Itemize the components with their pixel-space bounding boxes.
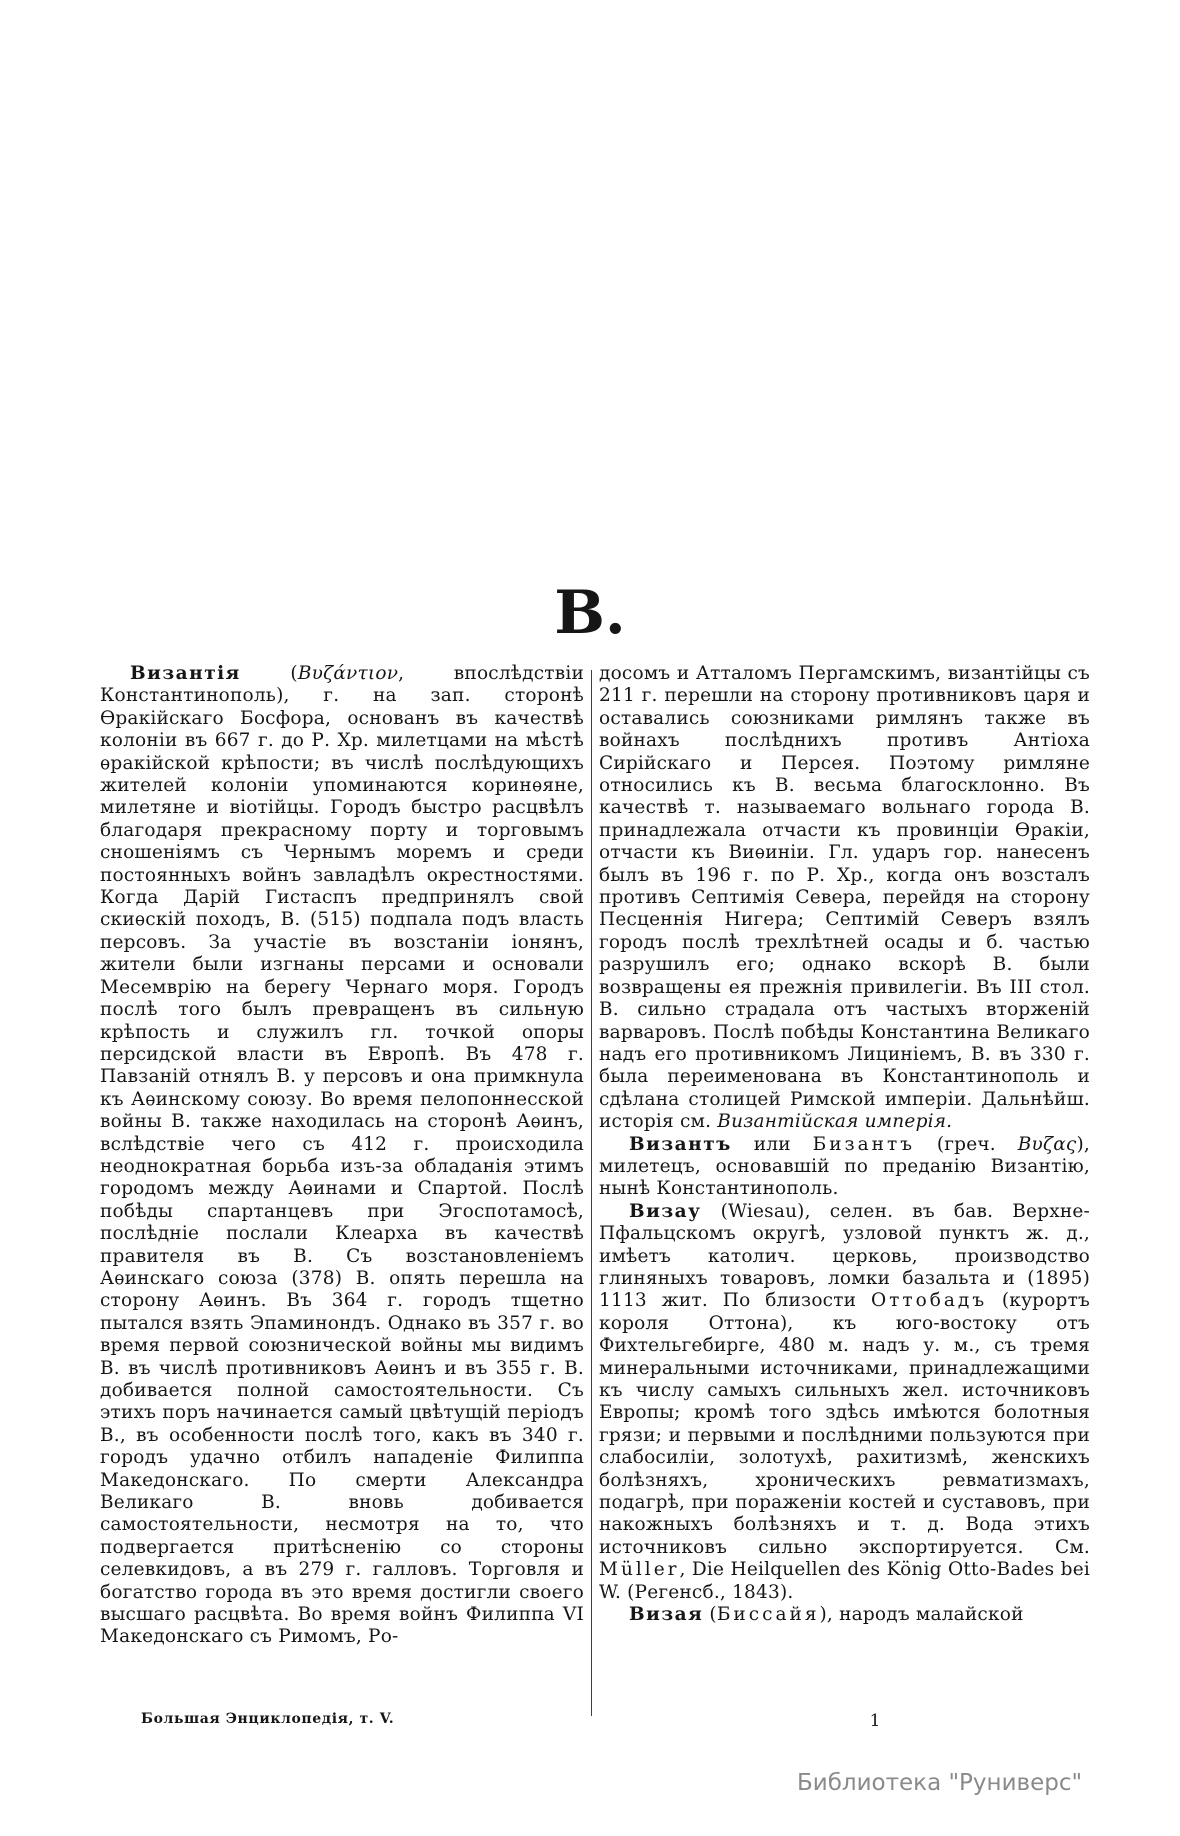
column-left bbox=[100, 663, 584, 1715]
entry-text: , впослѣдствіи Константинополь), г. на зап. сторонѣ Ѳракійскаго Босфора, основанъ въ качествѣ колоніи въ 667 г. до Р. Хр. милетцами на мѣстѣ ѳракійской крѣпости; въ числѣ послѣдующихъ жителей колоніи упоминаются коринѳяне, милетяне и віотійцы. Городъ быстро расцвѣлъ благодаря прекрасному порту и торговымъ сношеніямъ съ Чернымъ моремъ и среди постоянныхъ войнъ завладѣлъ окрестностями. Когда Дарій Гистаспъ предпринялъ свой скиѳскій походъ, В. (515) подпала подъ власть персовъ. За участіе въ возстаніи іонянъ, жители были изгнаны персами и основали Месемврію на берегу Чернаго моря. Городъ послѣ того былъ превращенъ въ сильную крѣпость и служилъ гл. точкой опоры персидской власти въ Европѣ. Въ 478 г. Павзаній отнялъ В. у персовъ и она примкнула къ Аѳинскому союзу. Во время пелопоннесской войны В. также находилась на сторонѣ Аѳинъ, вслѣдствіе чего съ 412 г. происходила неоднократная борьба изъ-за обладанія этимъ городомъ между Аѳинами и Спартой. Послѣ побѣды спартанцевъ при Эгоспотамосѣ, послѣдніе послали Клеарха въ качествѣ правителя въ В. Съ возстановленіемъ Аѳинскаго союза (378) В. опять перешла на сторону Аѳинъ. Въ 364 г. городъ тщетно пытался взять Эпаминондъ. Однако въ 357 г. во время первой союзнической войны мы видимъ В. въ числѣ противниковъ Аѳинъ и въ 355 г. В. добивается полной самостоятельности. Съ этихъ поръ начинается самый цвѣтущій періодъ В., въ особенности послѣ того, какъ въ 340 г. городъ удачно отбилъ нападеніе Филиппа Македонскаго. По смерти Александра Великаго В. вновь добивается самостоятельности, несмотря на то, что подвергается притѣсненію со стороны селевкидовъ, а въ 279 г. галловъ. Торговля и богатство города въ это время достигли своего высшаго расцвѣта. Во время войнъ Филиппа VI Македонскаго съ Римомъ, Ро- bbox=[100, 663, 584, 1648]
entry-text: ( bbox=[240, 663, 298, 684]
greek-name: Βυζάντιον bbox=[297, 663, 399, 684]
entry-text: ), народъ малайской bbox=[819, 1604, 1024, 1626]
entry-vizau bbox=[599, 1201, 1090, 1604]
column-divider-rule bbox=[591, 670, 592, 1716]
entry-vizaya bbox=[599, 1604, 1090, 1626]
section-letter-heading: В. bbox=[554, 578, 626, 648]
alt-name: Бизантъ bbox=[812, 1133, 915, 1155]
entry-text: ), милетецъ, основавшій по преданію Византію, нынѣ Константинополь. bbox=[599, 1133, 1090, 1200]
entry-text: (курортъ короля Оттона), къ юго-востоку отъ Фихтельгебирге, 480 м. надъ у. м., съ тремя минеральными источниками, принадлежащими къ числу самыхъ сильныхъ жел. источниковъ Европы; кромѣ того здѣсь имѣются болотныя грязи; и первыми и послѣдними пользуются при слабосиліи, золотухѣ, рахитизмѣ, женскихъ болѣзняхъ, хроническихъ ревматизмахъ, подагрѣ, при пораженіи костей и суставовъ, при накожныхъ болѣзняхъ и т. д. Вода этихъ источниковъ сильно экспортируется. См. bbox=[599, 1290, 1090, 1558]
entry-text: (греч. bbox=[915, 1133, 1018, 1155]
volume-footnote: Большая Энциклопедія, т. V. bbox=[141, 1711, 395, 1727]
alt-name: Биссайя bbox=[716, 1604, 820, 1626]
entry-vizant bbox=[599, 1134, 1090, 1201]
entry-text: или bbox=[731, 1133, 813, 1155]
headword-vizaya: Визая bbox=[629, 1604, 704, 1626]
entry-text: , Die Heilquellen des König Otto-Bades bei W. (Регенсб., 1843). bbox=[599, 1559, 1090, 1603]
spaced-place-name: Оттобадъ bbox=[870, 1290, 988, 1312]
entry-vizantiia bbox=[100, 663, 584, 1649]
page-number: 1 bbox=[869, 1711, 881, 1731]
entry-text: (Wiesau), селен. въ бав. Верхне-Пфальцскомъ округѣ, узловой пунктъ ж. д., имѣетъ католич. церковь, производство глиняныхъ товаровъ, ломки базальта и (1895) 1113 жит. По близости bbox=[599, 1200, 1090, 1312]
library-watermark: Библиотека "Руниверс" bbox=[797, 1770, 1083, 1796]
headword-vizant: Византъ bbox=[629, 1133, 732, 1155]
headword-vizantiia: Византія bbox=[130, 663, 241, 684]
headword-vizau: Визау bbox=[629, 1200, 702, 1222]
entry-text: ( bbox=[703, 1604, 717, 1626]
column-right bbox=[599, 663, 1090, 1727]
spaced-author-name: Müller bbox=[599, 1559, 680, 1581]
greek-name: Βυζας bbox=[1017, 1133, 1077, 1155]
entry-text: досомъ и Атталомъ Пергамскимъ, византійцы съ 211 г. перешли на сторону противниковъ царя и оставались союзниками римлянъ также въ войнахъ послѣднихъ противъ Антіоха Сирійскаго и Персея. Поэтому римляне относились къ В. весьма благосклонно. Въ качествѣ т. называемаго вольнаго города В. принадлежала отчасти къ провинціи Ѳракіи, отчасти къ Виѳиніи. Гл. ударъ гор. нанесенъ былъ въ 196 г. по Р. Хр., когда онъ возсталъ противъ Септимія Севера, перейдя на сторону Песценнія Нигера; Септимій Северъ взялъ городъ послѣ трехлѣтней осады и б. частью разрушилъ его; однако вскорѣ В. были возвращены ея прежнія привилегіи. Въ III стол. В. сильно страдала отъ частыхъ вторженій варваровъ. Послѣ побѣды Константина Великаго надъ его противникомъ Лициніемъ, В. въ 330 г. была переименована въ Константинополь и сдѣлана столицей Римской имперіи. Дальнѣйш. исторія см. bbox=[599, 663, 1090, 1133]
entry-vizantiia-continuation bbox=[599, 663, 1090, 1134]
cross-reference: Византійская имперія. bbox=[717, 1111, 953, 1133]
